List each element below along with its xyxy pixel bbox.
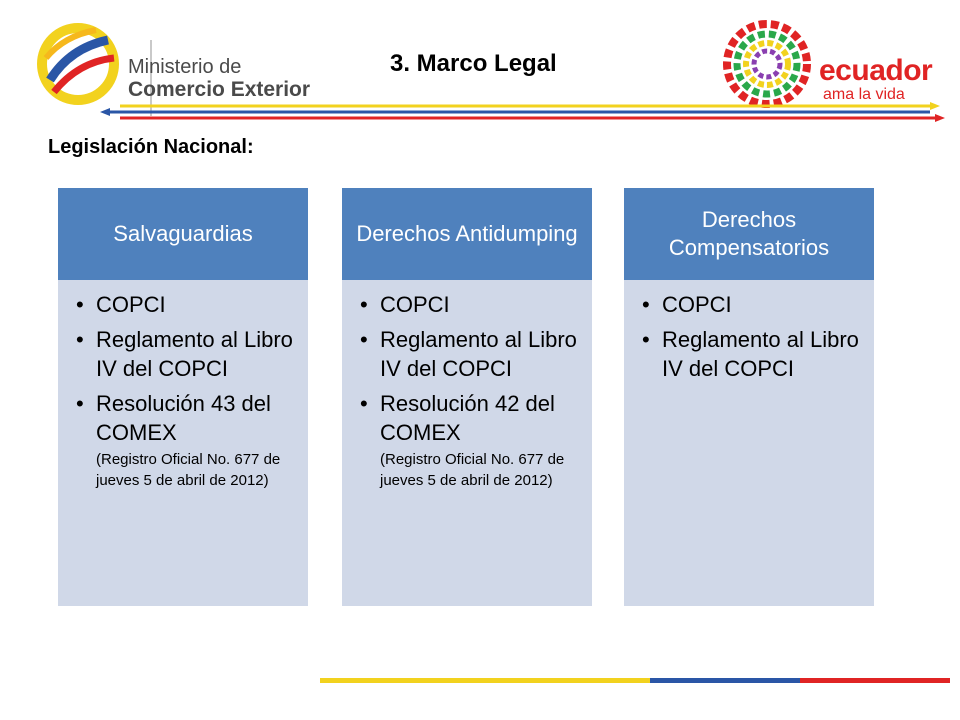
list-item: [642, 325, 862, 383]
card-body: [624, 280, 874, 606]
list-item: [76, 389, 296, 491]
card-salvaguardias: [58, 188, 308, 606]
card-list: [76, 290, 296, 491]
item-text: COPCI: [380, 292, 450, 317]
list-item: [360, 325, 580, 383]
card-heading: Derechos Antidumping: [342, 188, 592, 280]
ministry-name-line2: Comercio Exterior: [128, 78, 311, 101]
footer-flag-stripe: [320, 678, 950, 683]
brand-word: ecuador: [819, 54, 933, 87]
list-item: [360, 290, 580, 319]
item-text: Resolución 43 del COMEX: [96, 391, 271, 445]
card-body: [342, 280, 592, 606]
sun-rosette-icon: [715, 14, 825, 114]
brand-tagline: ama la vida: [823, 86, 905, 103]
card-derechos-antidumping: [342, 188, 592, 606]
section-subtitle: Legislación Nacional:: [48, 136, 254, 158]
list-item: [76, 325, 296, 383]
card-list: [360, 290, 580, 491]
item-note: (Registro Oficial No. 677 de jueves 5 de abril de 2012): [96, 451, 281, 489]
item-text: Reglamento al Libro IV del COPCI: [96, 327, 293, 381]
card-heading: Salvaguardias: [58, 188, 308, 280]
header-flag-stripes: [0, 100, 960, 124]
card-list: [642, 290, 862, 383]
item-text: COPCI: [96, 292, 166, 317]
card-heading: Derechos Compensatorios: [624, 188, 874, 280]
card-body: [58, 280, 308, 606]
card-derechos-compensatorios: [624, 188, 874, 606]
ministry-logo: [30, 18, 330, 108]
list-item: [360, 389, 580, 491]
item-note: (Registro Oficial No. 677 de jueves 5 de abril de 2012): [380, 451, 565, 489]
ministry-seal-icon: [30, 18, 130, 108]
list-item: [642, 290, 862, 319]
ministry-name-line1: Ministerio de: [128, 56, 242, 78]
item-text: Reglamento al Libro IV del COPCI: [662, 327, 859, 381]
item-text: Reglamento al Libro IV del COPCI: [380, 327, 577, 381]
page-title: 3. Marco Legal: [390, 50, 557, 77]
item-text: COPCI: [662, 292, 732, 317]
ecuador-brand-logo: [715, 14, 935, 114]
list-item: [76, 290, 296, 319]
item-text: Resolución 42 del COMEX: [380, 391, 555, 445]
